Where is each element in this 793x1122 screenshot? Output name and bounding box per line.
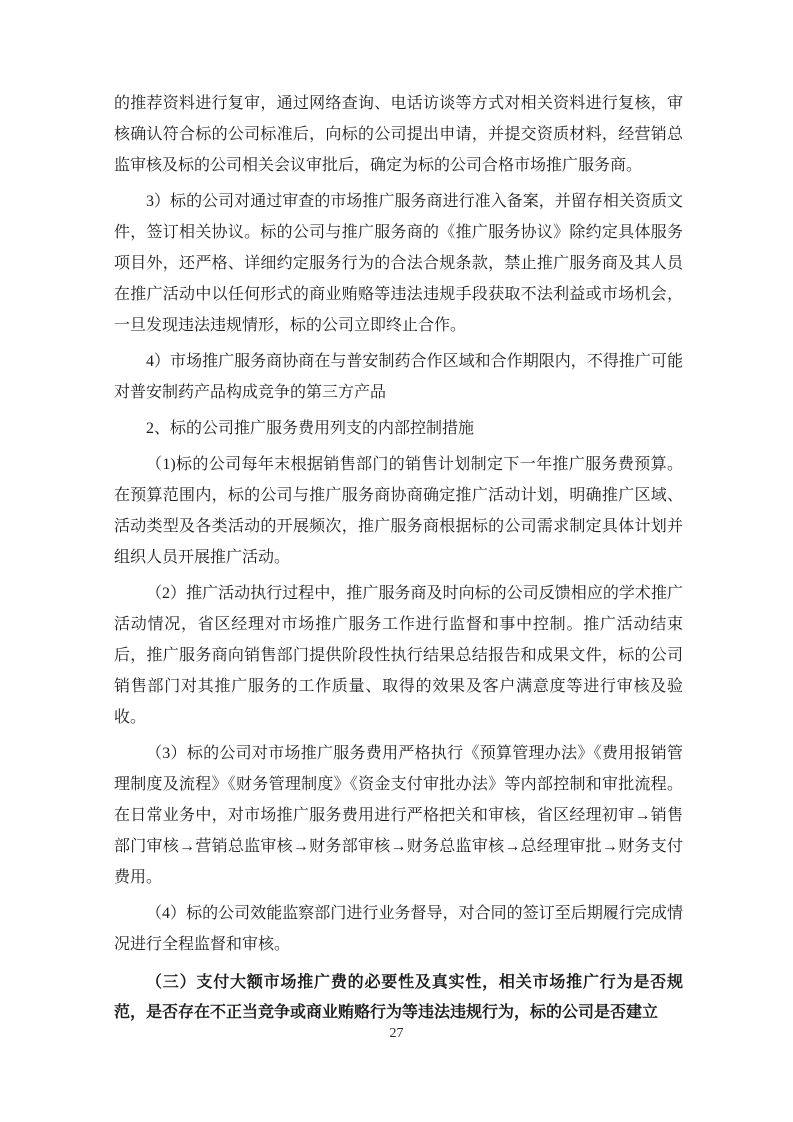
list-item-paren-3: （3）标的公司对市场推广服务费用严格执行《预算管理办法》《费用报销管理制度及流程》《财务管理制度》《资金支付审批办法》等内部控制和审批流程。在日常业务中，对市场推广服务费用进行严格把关和审核，省区经理初审→销售部门审核→营销总监审核→财务部审核→财务总监审核→总经理审批→财务支付费用。 (114, 745, 683, 886)
list-item-paren-1: （1)标的公司每年末根据销售部门的销售计划制定下一年推广服务费预算。在预算范围内，标的公司与推广服务商协商确定推广活动计划，明确推广区域、活动类型及各类活动的开展频次，推广服务商根据标的公司需求制定具体计划并组织人员开展推广活动。 (114, 456, 683, 566)
list-item-3: 3）标的公司对通过审查的市场推广服务商进行准入备案，并留存相关资质文件，签订相关协议。标的公司与推广服务商的《推广服务协议》除约定具体服务项目外，还严格、详细约定服务行为的合法合规条款，禁止推广服务商及其人员在推广活动中以任何形式的商业贿赂等违法违规手段获取不法利益或市场机会，一旦发现违法违规情形，标的公司立即终止合作。 (114, 193, 683, 334)
paragraph-continuation: 的推荐资料进行复审，通过网络查询、电话访谈等方式对相关资料进行复核，审核确认符合标的公司标准后，向标的公司提出申请，并提交资质材料，经营销总监审核及标的公司相关会议审批后，确定为标的公司合格市场推广服务商。 (114, 95, 683, 174)
list-item-paren-4: （4）标的公司效能监察部门进行业务督导，对合同的签订至后期履行完成情况进行全程监督和审核。 (114, 905, 683, 953)
list-item-4: 4）市场推广服务商协商在与普安制药合作区域和合作期限内，不得推广可能对普安制药产品构成竞争的第三方产品 (114, 353, 683, 401)
section-heading-bold: （三）支付大额市场推广费的必要性及真实性，相关市场推广行为是否规范，是否存在不正当竞争或商业贿赂行为等违法违规行为，标的公司是否建立 (114, 974, 683, 1021)
page-number: 27 (389, 1026, 404, 1041)
section-heading-2: 2、标的公司推广服务费用列支的内部控制措施 (146, 420, 475, 437)
list-item-paren-2: （2）推广活动执行过程中，推广服务商及时向标的公司反馈相应的学术推广活动情况，省区经理对市场推广服务工作进行监督和事中控制。推广活动结束后，推广服务商向销售部门提供阶段性执行结果总结报告和成果文件，标的公司销售部门对其推广服务的工作质量、取得的效果及客户满意度等进行审核及验收。 (114, 585, 683, 726)
text-content (114, 88, 683, 1028)
